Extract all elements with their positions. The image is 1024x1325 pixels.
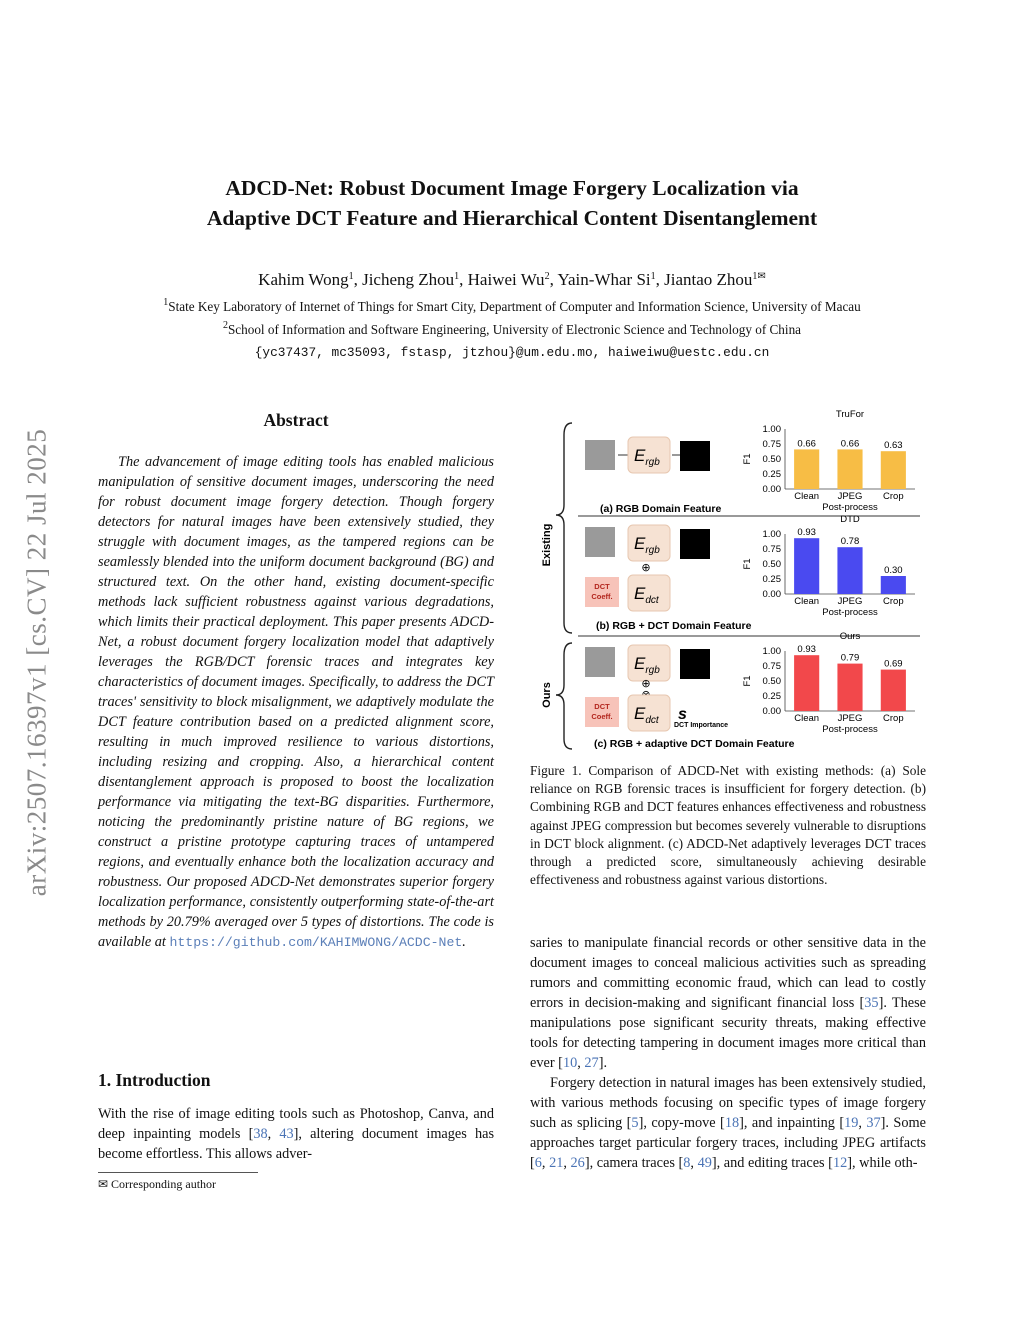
arxiv-stamp: arXiv:2507.16397v1 [cs.CV] 22 Jul 2025 — [21, 428, 52, 897]
chart-bar — [837, 547, 862, 594]
dct-coeff-label: DCT — [594, 582, 610, 591]
x-axis-label: Post-process — [822, 724, 878, 735]
chart-title: TruFor — [835, 409, 865, 420]
citation-link[interactable]: 38 — [253, 1126, 268, 1142]
x-tick-label: Crop — [883, 491, 904, 502]
y-tick-label: 1.00 — [762, 529, 781, 540]
fusion-symbol: ⊕ — [641, 678, 651, 690]
bar-value-label: 0.93 — [797, 644, 816, 656]
author-name: Jicheng Zhou — [362, 270, 455, 289]
f1-bar-charts — [742, 409, 915, 735]
y-tick-label: 0.00 — [762, 706, 781, 717]
x-tick-label: Clean — [794, 713, 820, 724]
author-list: Kahim Wong$^1$, Jicheng Zhou$^1$, Haiwei Wu$^2$, Yain-Whar Si$^1$, Jiantao Zhou$^{1✉}$ — [258, 270, 766, 289]
x-tick-label: Clean — [794, 491, 820, 502]
citation-link[interactable]: 19 — [844, 1115, 859, 1131]
y-tick-label: 0.25 — [762, 469, 781, 480]
document-thumbnail — [585, 440, 615, 470]
chart-bar — [794, 538, 819, 594]
rgb-encoder-symbol: $E_{rgb}$ — [634, 446, 660, 468]
title-line-1: ADCD-Net: Robust Document Image Forgery Localization via — [225, 176, 799, 200]
y-tick-label: 0.00 — [762, 589, 781, 600]
citation-link[interactable]: 26 — [570, 1155, 585, 1171]
y-tick-label: 0.25 — [762, 691, 781, 702]
y-tick-label: 0.50 — [762, 559, 781, 570]
bar-value-label: 0.93 — [797, 527, 816, 539]
affiliation-1: $^1$State Key Laboratory of Internet of Things for Smart City, Department of Computer and Information Science, University of Macau — [163, 297, 861, 314]
dct-coeff-label: Coeff. — [591, 712, 613, 721]
y-tick-label: 1.00 — [762, 424, 781, 435]
x-tick-label: Crop — [883, 596, 904, 607]
citation-link[interactable]: 27 — [584, 1055, 599, 1071]
abstract-body: The advancement of image editing tools has enabled malicious manipulation of sensitive document images, underscoring the need for robust document image forgery detection. Though forgery detectors for natural images have been extensively studied, they struggle with document images, as the tampered regions can be seamlessly blended into the uniform document background (BG) and structured text. On the other hand, existing document-specific methods lack sufficient robustness against various degradations, which limits their practical deployment. This paper presents ADCD-Net, a robust document forgery localization model that adaptively leverages the RGB/DCT forensic traces and integrates key characteristics of document images. Specifically, to address the DCT traces' sensitivity to block misalignment, we adaptively modulate the DCT feature contribution based on a predicted alignment score, resulting in much improved resilience to various distortions, including resizing and cropping. Also, a hierarchical content disentanglement approach is proposed to boost the localization performance via mitigating the text-BG disparities. Furthermore, noticing the predominantly pristine nature of BG regions, we construct a pristine prototype capturing traces of untampered regions, and eventually enhance both the localization accuracy and robustness. Our proposed ADCD-Net demonstrates superior forgery localization performance, consistently outperforming state-of-the-art methods by 20.79% averaged over 5 types of distortions. The code is available at https://github.com/KAHIMWONG/ACDC-Net. — [98, 454, 494, 950]
output-mask — [680, 529, 710, 559]
rgb-encoder-symbol: $E_{rgb}$ — [634, 654, 660, 676]
author-name: Yain-Whar Si — [557, 270, 651, 289]
dct-encoder-symbol: $E_{dct}$ — [634, 704, 659, 726]
abstract-heading: Abstract — [263, 410, 329, 430]
chart-bar — [794, 655, 819, 711]
chart-bar — [794, 449, 819, 489]
document-thumbnail — [585, 647, 615, 677]
footnote-rule — [98, 1172, 258, 1173]
chart-bar — [837, 449, 862, 489]
author-name: Kahim Wong — [258, 270, 349, 289]
document-thumbnail — [585, 527, 615, 557]
score-symbol: s — [678, 706, 687, 723]
panel-c-label: (c) RGB + adaptive DCT Domain Feature — [594, 738, 795, 750]
chart-bar — [881, 451, 906, 489]
citation-link[interactable]: 18 — [724, 1115, 740, 1131]
x-tick-label: Crop — [883, 713, 904, 724]
citation-link[interactable]: 21 — [549, 1155, 564, 1171]
panel-a-label: (a) RGB Domain Feature — [600, 503, 722, 515]
existing-label: Existing — [541, 523, 553, 567]
citation-link[interactable]: 10 — [562, 1055, 578, 1071]
paragraph: saries to manipulate financial records or other sensitive data in the document images to conceal malicious activities such as spreading rumors and committing economic fraud, which can lead to costly errors in decision-making and significant financial loss [35]. These manipulations pose significant security threats, making effective tools for detecting tampering in document images more critical than ever [10, 27]. — [530, 935, 926, 1071]
y-axis-label: F1 — [742, 558, 753, 570]
existing-brace — [556, 423, 572, 633]
y-tick-label: 0.75 — [762, 544, 781, 555]
right-column-text — [530, 933, 926, 1173]
y-tick-label: 0.25 — [762, 574, 781, 585]
citation-link[interactable]: 6 — [534, 1155, 542, 1171]
dct-importance-label: DCT Importance — [674, 722, 729, 729]
figure-1-graphic — [530, 405, 926, 755]
citation-link[interactable]: 12 — [832, 1155, 848, 1171]
intro-paragraph: With the rise of image editing tools such as Photoshop, Canva, and deep inpainting models [38, 43], altering document images has become effortless. This allows adver- — [98, 1106, 495, 1162]
panel-b-pipeline — [585, 525, 752, 632]
bar-value-label: 0.30 — [884, 565, 903, 576]
affiliation-2: $^2$School of Information and Software Engineering, University of Electronic Science and Technology of China — [222, 320, 802, 337]
x-axis-label: Post-process — [822, 607, 878, 618]
footnote: ✉ Corresponding author — [98, 1177, 217, 1191]
ours-label: Ours — [541, 682, 553, 708]
rgb-encoder-symbol: $E_{rgb}$ — [634, 534, 660, 556]
x-tick-label: JPEG — [837, 596, 863, 607]
author-name: Jiantao Zhou — [664, 270, 753, 289]
fusion-symbol: ⊕ — [641, 562, 651, 574]
x-tick-label: JPEG — [837, 491, 863, 502]
chart-bar — [837, 664, 862, 711]
author-name: Haiwei Wu — [467, 270, 545, 289]
chart-bar — [881, 670, 906, 711]
chart-bar — [881, 576, 906, 594]
bar-value-label: 0.66 — [797, 438, 816, 450]
y-tick-label: 0.50 — [762, 676, 781, 687]
citation-link[interactable]: 35 — [864, 995, 879, 1011]
bar-value-label: 0.63 — [884, 440, 903, 452]
output-mask — [680, 441, 710, 471]
y-tick-label: 1.00 — [762, 646, 781, 657]
dct-coeff-label: Coeff. — [591, 592, 613, 601]
chart-title: DTD — [840, 514, 860, 525]
citation-link[interactable]: 49 — [697, 1155, 712, 1171]
chart-title: Ours — [839, 631, 861, 642]
bar-value-label: 0.78 — [840, 536, 860, 548]
email-list: {yc37437, mc35093, fstasp, jtzhou}@um.edu.mo, haiweiwu@uestc.edu.cn — [254, 345, 770, 360]
panel-b-label: (b) RGB + DCT Domain Feature — [596, 620, 752, 632]
abstract-text: The advancement of image editing tools has enabled malicious manipulation of sensitive document images, underscoring the need for robust document image forgery detection. Though forgery detectors for natural images have been extensively studied, they struggle with document images, as the tampered regions can be seamlessly blended into the uniform document background (BG) and structured text. On the other hand, existing document-specific methods lack sufficient robustness against various degradations, which limits their practical deployment. This paper presents ADCD-Net, a robust document forgery localization model that adaptively leverages the RGB/DCT forensic traces and integrates key characteristics of document images. Specifically, to address the DCT traces' sensitivity to block misalignment, we adaptively modulate the DCT feature contribution based on a predicted alignment score, resulting in much improved resilience to various distortions, including resizing and cropping. Also, a hierarchical content disentanglement approach is proposed to boost the localization performance via mitigating the text-BG disparities. Furthermore, noticing the predominantly pristine nature of BG regions, we construct a pristine prototype capturing traces of untampered regions, and eventually enhance both the localization accuracy and robustness. Our proposed ADCD-Net demonstrates superior forgery localization performance, consistently outperforming state-of-the-art methods by 20.79% averaged over 5 types of distortions. The code is available at — [98, 454, 494, 950]
dct-encoder-symbol: $E_{dct}$ — [634, 584, 659, 606]
y-tick-label: 0.50 — [762, 454, 781, 465]
citation-link[interactable]: 5 — [631, 1115, 639, 1131]
y-tick-label: 0.75 — [762, 661, 781, 672]
ours-brace — [556, 643, 572, 749]
x-tick-label: JPEG — [837, 713, 863, 724]
y-axis-label: F1 — [742, 453, 753, 465]
y-axis-label: F1 — [742, 675, 753, 687]
x-tick-label: Clean — [794, 596, 820, 607]
bar-value-label: 0.69 — [884, 658, 903, 670]
panel-a-pipeline — [585, 437, 722, 515]
x-axis-label: Post-process — [822, 502, 878, 513]
output-mask — [680, 649, 710, 679]
y-tick-label: 0.75 — [762, 439, 781, 450]
citation-link[interactable]: 43 — [279, 1126, 294, 1142]
y-tick-label: 0.00 — [762, 484, 781, 495]
title-line-2: Adaptive DCT Feature and Hierarchical Content Disentanglement — [206, 206, 818, 230]
figure-caption: Figure 1. Comparison of ADCD-Net with existing methods: (a) Sole reliance on RGB forensic traces is insufficient for forgery detection. (b) Combining RGB and DCT features enhances effectiveness and robustness against JPEG compression but becomes severely vulnerable to disruptions in DCT block alignment. (c) ADCD-Net adaptively leverages DCT traces through a predicted score, simultaneously achieving desirable effectiveness and robustness against various distortions. — [530, 763, 926, 888]
citation-link[interactable]: 8 — [683, 1155, 691, 1171]
figure-1 — [530, 405, 926, 755]
intro-heading: 1. Introduction — [98, 1070, 211, 1090]
code-link[interactable]: https://github.com/KAHIMWONG/ACDC-Net — [169, 935, 463, 950]
citation-link[interactable]: 37 — [866, 1115, 881, 1131]
bar-value-label: 0.79 — [840, 652, 860, 664]
bar-value-label: 0.66 — [840, 438, 860, 450]
paragraph: Forgery detection in natural images has been extensively studied, with various methods focusing on specific types of image forgery such as splicing [5], copy-move [18], and inpainting [19, 37]. Some approaches target particular forgery traces, including JPEG artifacts [6, 21, 26], camera traces [8, 49], and editing traces [12], while oth- — [530, 1075, 926, 1171]
dct-coeff-label: DCT — [594, 702, 610, 711]
paper-title — [0, 173, 1024, 233]
